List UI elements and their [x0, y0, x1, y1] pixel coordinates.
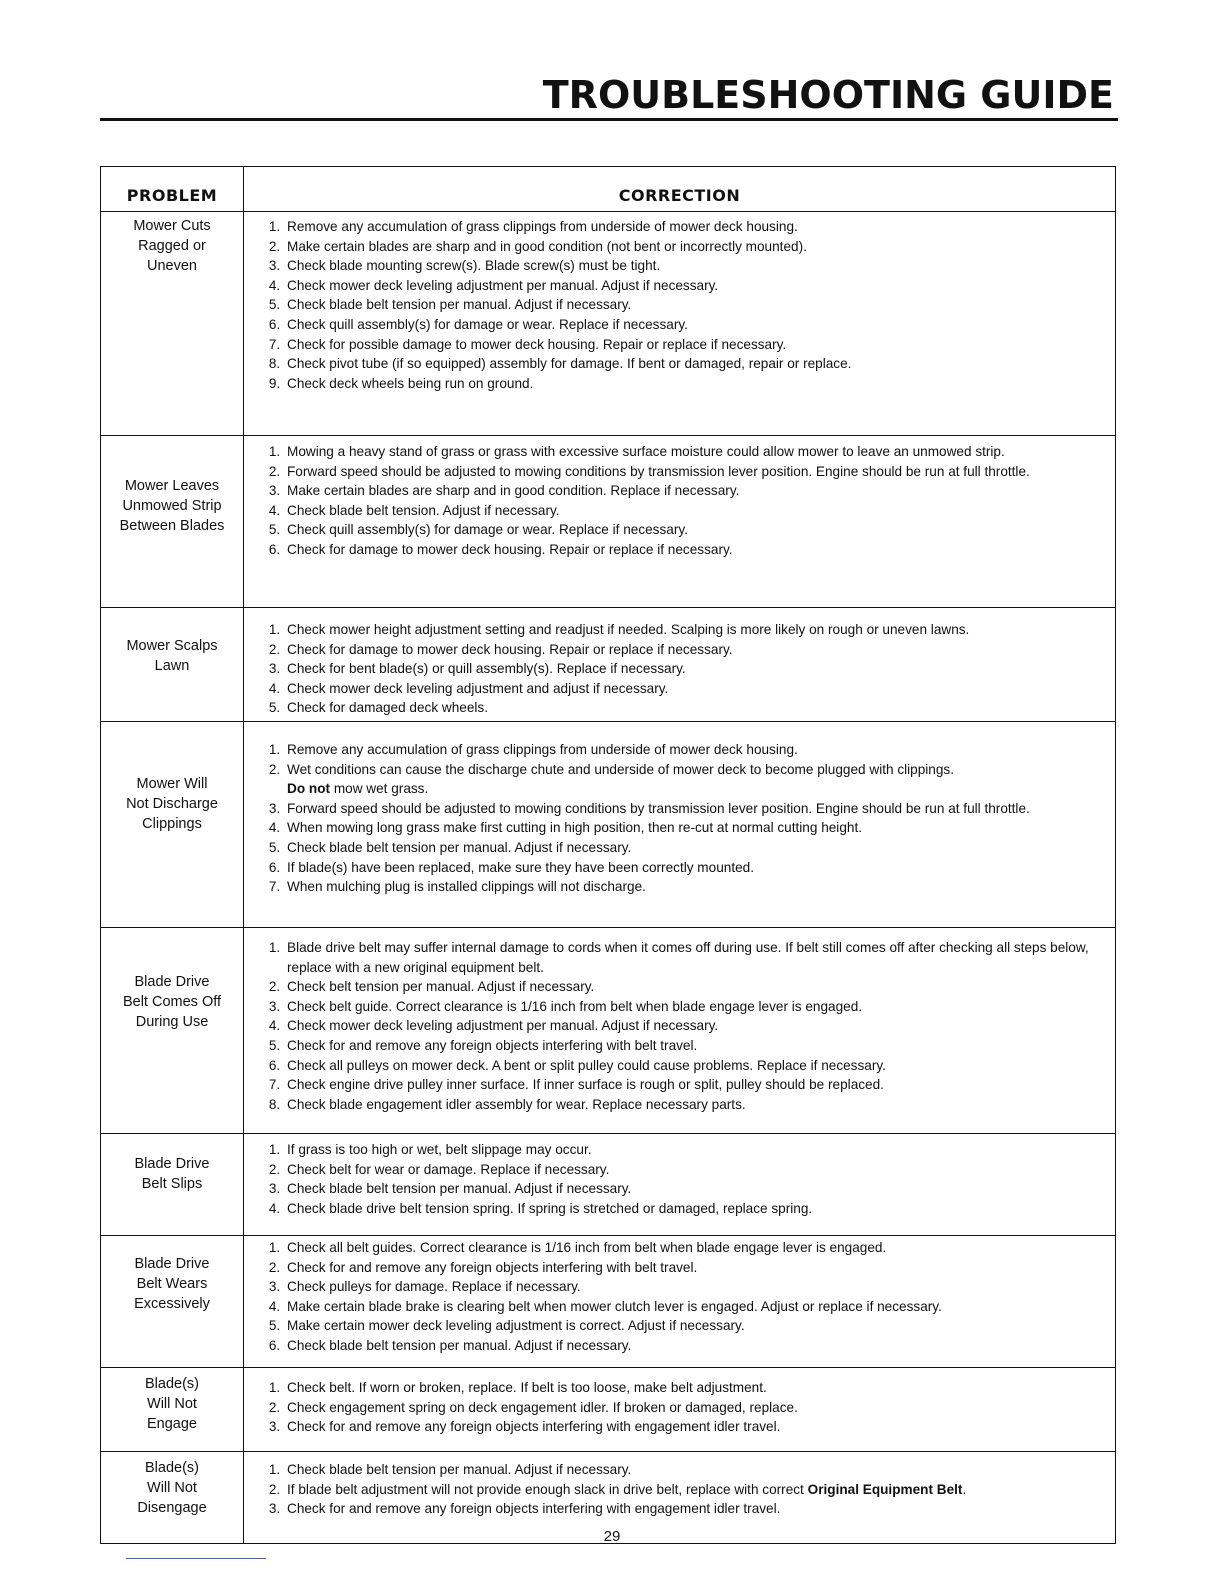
correction-step: 1. Remove any accumulation of grass clippings from underside of mower deck housing. [284, 217, 1115, 237]
problem-label-line: Clippings [142, 816, 202, 832]
correction-step: 1. Check blade belt tension per manual. Adjust if necessary. [284, 1460, 1115, 1480]
correction-step: 6. Check quill assembly(s) for damage or wear. Replace if necessary. [284, 315, 1115, 335]
problem-label-line: Mower Cuts [133, 218, 211, 234]
problem-label-line: Mower Will [136, 776, 208, 792]
original-equipment-belt-emphasis: Original Equipment Belt [807, 1481, 963, 1497]
problem-label-line: Belt Wears [136, 1276, 208, 1292]
correction-steps [260, 217, 1115, 393]
problem-label-line: Belt Slips [141, 1176, 203, 1192]
correction-step: 4. Check mower deck leveling adjustment per manual. Adjust if necessary. [284, 1016, 1115, 1036]
problem-label-line: Disengage [137, 1500, 207, 1516]
correction-step: 4. Make certain blade brake is clearing belt when mower clutch lever is engaged. Adjust or replace if necessary. [284, 1297, 1115, 1317]
correction-steps [260, 938, 1115, 1114]
table-row [101, 1236, 1116, 1368]
correction-step: 1. If grass is too high or wet, belt slippage may occur. [284, 1140, 1115, 1160]
correction-step: 3. Make certain blades are sharp and in good condition. Replace if necessary. [284, 481, 1115, 501]
correction-cell [244, 1368, 1116, 1452]
correction-step [284, 1480, 1115, 1500]
correction-step [284, 760, 1115, 799]
correction-step: 2. Check for damage to mower deck housing. Repair or replace if necessary. [284, 640, 1115, 660]
correction-step: 4. When mowing long grass make first cutting in high position, then re-cut at normal cutting height. [284, 818, 1115, 838]
table-row [101, 1134, 1116, 1236]
table-row [101, 928, 1116, 1134]
correction-step: 3. Forward speed should be adjusted to mowing conditions by transmission lever position. Engine should be run at full throttle. [284, 799, 1115, 819]
problem-label-line: Engage [147, 1416, 197, 1432]
correction-step: 5. Check blade belt tension per manual. Adjust if necessary. [284, 838, 1115, 858]
correction-step: 4. Check mower deck leveling adjustment and adjust if necessary. [284, 679, 1115, 699]
correction-step: 4. Check blade drive belt tension spring. If spring is stretched or damaged, replace spring. [284, 1199, 1115, 1219]
problem-label-line: Uneven [147, 258, 197, 274]
problem-label-line: Unmowed Strip [122, 498, 222, 514]
title-underline [100, 118, 1118, 121]
correction-steps [260, 740, 1115, 897]
troubleshooting-table [100, 166, 1116, 1544]
correction-cell [244, 608, 1116, 722]
correction-step: 1. Blade drive belt may suffer internal damage to cords when it comes off during use. If belt still comes off after checking all steps below, replace with a new original equipment belt. [284, 938, 1115, 977]
problem-label-line: Lawn [154, 658, 190, 674]
correction-steps [260, 1460, 1115, 1519]
problem-label-line: Will Not [147, 1396, 197, 1412]
table-header-row [101, 167, 1116, 212]
correction-step: 8. Check pivot tube (if so equipped) assembly for damage. If bent or damaged, repair or replace. [284, 354, 1115, 374]
correction-cell [244, 212, 1116, 436]
correction-step: 5. Check blade belt tension per manual. Adjust if necessary. [284, 295, 1115, 315]
correction-column-header: CORRECTION [244, 167, 1116, 212]
correction-step: 3. Check for and remove any foreign objects interfering with engagement idler travel. [284, 1417, 1115, 1437]
footer-rule [126, 1558, 266, 1559]
problem-cell [101, 1134, 244, 1236]
problem-label-line: Mower Leaves [124, 478, 220, 494]
problem-label-line: Blade(s) [145, 1376, 199, 1392]
table-row [101, 722, 1116, 928]
correction-step: 7. Check for possible damage to mower deck housing. Repair or replace if necessary. [284, 335, 1115, 355]
problem-cell [101, 608, 244, 722]
correction-step: 5. Make certain mower deck leveling adjustment is correct. Adjust if necessary. [284, 1316, 1115, 1336]
correction-step: 5. Check for and remove any foreign objects interfering with belt travel. [284, 1036, 1115, 1056]
problem-cell [101, 212, 244, 436]
problem-cell [101, 722, 244, 928]
table-row [101, 436, 1116, 608]
correction-step: 2. Make certain blades are sharp and in good condition (not bent or incorrectly mounted). [284, 237, 1115, 257]
correction-step: 1. Check belt. If worn or broken, replace. If belt is too loose, make belt adjustment. [284, 1378, 1115, 1398]
correction-step: 9. Check deck wheels being run on ground. [284, 374, 1115, 394]
problem-cell [101, 436, 244, 608]
correction-step: 6. Check blade belt tension per manual. Adjust if necessary. [284, 1336, 1115, 1356]
problem-label-line: Not Discharge [126, 796, 218, 812]
correction-step: 3. Check for bent blade(s) or quill assembly(s). Replace if necessary. [284, 659, 1115, 679]
problem-label-line: Blade Drive [134, 1256, 210, 1272]
problem-cell [101, 928, 244, 1134]
correction-step-text: . [962, 1481, 967, 1497]
problem-label-line: Belt Comes Off [122, 994, 222, 1010]
correction-step: 2. Forward speed should be adjusted to mowing conditions by transmission lever position. Engine should be run at full throttle. [284, 462, 1115, 482]
correction-cell [244, 1236, 1116, 1368]
problem-cell [101, 1236, 244, 1368]
correction-step: 2. Check belt tension per manual. Adjust if necessary. [284, 977, 1115, 997]
table-row [101, 608, 1116, 722]
correction-steps [260, 620, 1115, 718]
problem-cell [101, 1368, 244, 1452]
correction-step: 3. Check pulleys for damage. Replace if necessary. [284, 1277, 1115, 1297]
correction-steps [260, 442, 1115, 560]
page-title: TROUBLESHOOTING GUIDE [542, 73, 1114, 117]
correction-step: 6. If blade(s) have been replaced, make sure they have been correctly mounted. [284, 858, 1115, 878]
problem-label-line: Will Not [147, 1480, 197, 1496]
correction-step: 3. Check blade mounting screw(s). Blade screw(s) must be tight. [284, 256, 1115, 276]
correction-cell [244, 436, 1116, 608]
problem-label-line: Blade Drive [134, 1156, 210, 1172]
problem-label-line: Mower Scalps [126, 638, 218, 654]
do-not-emphasis: Do not [287, 781, 331, 797]
correction-step-text: mow wet grass. [330, 781, 429, 797]
problem-label-line: Excessively [134, 1296, 210, 1312]
problem-column-header: PROBLEM [101, 167, 244, 212]
correction-step-text: Wet conditions can cause the discharge chute and underside of mower deck to become plugged with clippings. [287, 761, 954, 777]
correction-step: 3. Check belt guide. Correct clearance is 1/16 inch from belt when blade engage lever is engaged. [284, 997, 1115, 1017]
correction-steps [260, 1378, 1115, 1437]
problem-label-line: Blade Drive [134, 974, 210, 990]
correction-step: 4. Check mower deck leveling adjustment per manual. Adjust if necessary. [284, 276, 1115, 296]
problem-label-line: Between Blades [119, 518, 225, 534]
correction-steps [260, 1140, 1115, 1218]
correction-step: 2. Check belt for wear or damage. Replace if necessary. [284, 1160, 1115, 1180]
correction-cell [244, 1134, 1116, 1236]
problem-label-line: During Use [135, 1014, 209, 1030]
table-row [101, 1368, 1116, 1452]
correction-step: 7. Check engine drive pulley inner surface. If inner surface is rough or split, pulley should be replaced. [284, 1075, 1115, 1095]
correction-step: 5. Check quill assembly(s) for damage or wear. Replace if necessary. [284, 520, 1115, 540]
correction-step: 2. Check for and remove any foreign objects interfering with belt travel. [284, 1258, 1115, 1278]
correction-step: 6. Check all pulleys on mower deck. A bent or split pulley could cause problems. Replace if necessary. [284, 1056, 1115, 1076]
correction-cell [244, 722, 1116, 928]
correction-step: 1. Check all belt guides. Correct clearance is 1/16 inch from belt when blade engage lever is engaged. [284, 1238, 1115, 1258]
table-row [101, 212, 1116, 436]
correction-cell [244, 928, 1116, 1134]
correction-step: 3. Check blade belt tension per manual. Adjust if necessary. [284, 1179, 1115, 1199]
correction-step: 1. Mowing a heavy stand of grass or grass with excessive surface moisture could allow mower to leave an unmowed strip. [284, 442, 1115, 462]
correction-step: 1. Check mower height adjustment setting and readjust if needed. Scalping is more likely on rough or uneven lawns. [284, 620, 1115, 640]
correction-step: 1. Remove any accumulation of grass clippings from underside of mower deck housing. [284, 740, 1115, 760]
correction-step: 2. Check engagement spring on deck engagement idler. If broken or damaged, replace. [284, 1398, 1115, 1418]
correction-step: 6. Check for damage to mower deck housing. Repair or replace if necessary. [284, 540, 1115, 560]
correction-step: 7. When mulching plug is installed clippings will not discharge. [284, 877, 1115, 897]
correction-step: 3. Check for and remove any foreign objects interfering with engagement idler travel. [284, 1499, 1115, 1519]
correction-step: 8. Check blade engagement idler assembly for wear. Replace necessary parts. [284, 1095, 1115, 1115]
correction-step-text: If blade belt adjustment will not provide enough slack in drive belt, replace with correct [287, 1481, 808, 1497]
problem-label-line: Blade(s) [145, 1460, 199, 1476]
correction-step: 5. Check for damaged deck wheels. [284, 698, 1115, 718]
correction-step: 4. Check blade belt tension. Adjust if necessary. [284, 501, 1115, 521]
correction-steps [260, 1238, 1115, 1356]
problem-label-line: Ragged or [138, 238, 206, 254]
page-number: 29 [603, 1528, 621, 1545]
